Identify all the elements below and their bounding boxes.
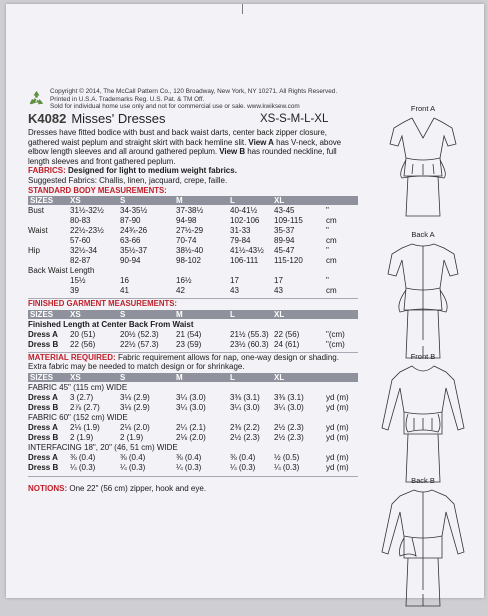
front-b-illustration [368, 352, 478, 492]
table-cell: 41½-43½ [230, 246, 264, 256]
table-subheading: FABRIC 60" (152 cm) WIDE [28, 412, 128, 422]
table-cell: 3 (2.7) [70, 392, 94, 402]
table-cell: 2¼ (2.1) [176, 422, 206, 432]
fold-tick-mark [242, 4, 243, 14]
size-column-header: XL [274, 196, 285, 206]
finished-measurements-title: FINISHED GARMENT MEASUREMENTS: [28, 299, 178, 309]
table-cell: 21 (54) [176, 329, 202, 339]
table-cell: 2⅛ (2.0) [120, 422, 150, 432]
size-column-header: XL [274, 372, 285, 382]
table-cell: 106-111 [230, 256, 259, 266]
table-cell: ⅜ (0.4) [176, 452, 202, 462]
back-b-illustration [368, 476, 478, 616]
size-column-header: L [230, 196, 235, 206]
table-cell: 2½ (2.3) [274, 422, 304, 432]
table-row [28, 463, 358, 473]
table-cell: 79-84 [230, 236, 251, 246]
pattern-envelope-back [6, 4, 484, 598]
table-row [28, 206, 358, 216]
table-cell: 23½ (60.3) [230, 339, 269, 349]
copyright-line: Copyright © 2014, The McCall Pattern Co., 120 Broadway, New York, NY 10271. All Rights Reserved. [50, 88, 338, 95]
table-cell: 87-90 [120, 216, 141, 226]
row-label: Hip [28, 246, 41, 256]
material-required-label: MATERIAL REQUIRED: [28, 352, 116, 362]
table-cell: 57-60 [70, 236, 91, 246]
finished-measurements-table [28, 310, 358, 350]
material-required-table [28, 373, 358, 473]
unit-cell: cm [326, 256, 337, 266]
suggested-fabrics: Suggested Fabrics: Challis, linen, jacquard, crepe, faille. [28, 175, 228, 185]
back-b-dress-drawing [368, 486, 478, 616]
table-cell: 98-102 [176, 256, 201, 266]
table-cell: 2 (1.9) [120, 432, 144, 442]
notions-line [28, 484, 358, 494]
pattern-title [28, 112, 358, 126]
table-subheading: Back Waist Length [28, 266, 95, 276]
unit-cell: "(cm) [326, 329, 345, 339]
table-cell: 16½ [176, 276, 192, 286]
view-label: Back A [411, 230, 435, 239]
material-required-line [28, 353, 358, 363]
table-cell: 3¼ (3.0) [274, 402, 304, 412]
table-cell: 37-38½ [176, 206, 204, 216]
table-cell: 24 (61) [274, 339, 300, 349]
size-column-header: S [120, 372, 126, 382]
size-column-header: M [176, 372, 183, 382]
unit-cell: yd (m) [326, 422, 349, 432]
table-cell: ¼ (0.3) [70, 462, 96, 472]
unit-cell: yd (m) [326, 392, 349, 402]
unit-cell: cm [326, 216, 337, 226]
unit-cell: yd (m) [326, 402, 349, 412]
table-cell: 2⅜ (2.2) [230, 422, 260, 432]
front-a-dress-drawing [368, 114, 478, 224]
row-label: Dress B [28, 432, 59, 442]
table-row [28, 433, 358, 443]
recycle-icon [28, 90, 45, 107]
unit-cell: cm [326, 286, 337, 296]
table-cell: 23 (59) [176, 339, 202, 349]
table-row [28, 286, 358, 296]
description-text: has rounded neckline, full length sleeves and front gathered peplum. [28, 147, 337, 166]
table-cell: 22½ (57.3) [120, 339, 159, 349]
size-column-header: XS [70, 196, 81, 206]
table-subheading: FABRIC 45" (115 cm) WIDE [28, 382, 128, 392]
copyright-line: Sold for individual home use only and not for commercial use or sale. www.kwiksew.com [50, 103, 300, 111]
sizes-header-label: SIZES [30, 309, 54, 319]
table-row [28, 340, 358, 350]
view-name: View B [219, 147, 246, 157]
size-column-header: L [230, 372, 235, 382]
table-cell: ⅜ (0.4) [230, 452, 256, 462]
table-cell: 32½-34 [70, 246, 98, 256]
row-label: Dress A [28, 329, 58, 339]
view-name: View A [248, 137, 274, 147]
table-cell: 2⅞ (2.7) [70, 402, 100, 412]
table-cell: 80-83 [70, 216, 91, 226]
copyright-lines [50, 88, 337, 111]
table-cell: 24¾-26 [120, 226, 148, 236]
table-cell: ¼ (0.3) [230, 462, 256, 472]
size-column-header: M [176, 196, 183, 206]
row-label: Dress B [28, 462, 59, 472]
body-measurements-table [28, 196, 358, 296]
table-cell: 94-98 [176, 216, 197, 226]
size-column-header: S [120, 309, 126, 319]
table-cell: 31-33 [230, 226, 251, 236]
pattern-info [28, 112, 358, 494]
table-row [28, 246, 358, 256]
table-cell: 45-47 [274, 246, 295, 256]
unit-cell: yd (m) [326, 432, 349, 442]
row-label: Dress A [28, 392, 58, 402]
table-cell: 109-115 [274, 216, 303, 226]
row-label: Dress B [28, 402, 59, 412]
sizes-header-bar [28, 310, 358, 319]
table-cell: 2½ (2.3) [230, 432, 260, 442]
table-cell: 2⅛ (1.9) [70, 422, 100, 432]
table-cell: 15½ [70, 276, 86, 286]
row-label: Dress A [28, 452, 58, 462]
table-row [28, 330, 358, 340]
sizes-header-bar [28, 373, 358, 382]
table-subheading: Finished Length at Center Back From Waist [28, 319, 194, 329]
front-b-dress-drawing [368, 362, 478, 492]
unit-cell: cm [326, 236, 337, 246]
unit-cell: yd (m) [326, 462, 349, 472]
table-cell: 90-94 [120, 256, 141, 266]
table-row [28, 226, 358, 236]
view-label: Front B [410, 352, 436, 361]
table-cell: ⅜ (0.4) [120, 452, 146, 462]
table-cell: 17 [274, 276, 283, 286]
table-cell: 39 [70, 286, 79, 296]
table-row [28, 423, 358, 433]
table-cell: 38½-40 [176, 246, 204, 256]
material-extra-note: Extra fabric may be needed to match design or for shrinkage. [28, 362, 245, 372]
table-cell: 89-94 [274, 236, 295, 246]
table-cell: 115-120 [274, 256, 303, 266]
table-cell: 3⅜ (3.1) [274, 392, 304, 402]
size-column-header: XS [70, 372, 81, 382]
table-cell: 35½-37 [120, 246, 148, 256]
back-a-illustration [368, 230, 478, 370]
copyright-line: Printed in U.S.A. Trademarks Reg. U.S. Pat. & TM Off. [50, 95, 205, 103]
table-cell: 2⅛ (2.0) [176, 432, 206, 442]
size-column-header: S [120, 196, 126, 206]
table-cell: 40-41½ [230, 206, 258, 216]
table-cell: 43-45 [274, 206, 295, 216]
table-cell: 102-106 [230, 216, 260, 226]
unit-cell: " [326, 246, 329, 256]
view-label: Front A [410, 104, 436, 113]
row-label: Waist [28, 226, 48, 236]
unit-cell: "(cm) [326, 339, 345, 349]
table-row [28, 256, 358, 266]
notions-text: One 22" (56 cm) zipper, hook and eye. [69, 483, 207, 493]
table-cell: 27½-29 [176, 226, 204, 236]
size-column-header: L [230, 309, 235, 319]
table-cell: ¼ (0.3) [274, 462, 300, 472]
table-cell: 20½ (52.3) [120, 329, 159, 339]
table-cell: 3⅜ (3.1) [230, 392, 260, 402]
sizes-header-label: SIZES [30, 372, 54, 382]
table-cell: ⅜ (0.4) [70, 452, 96, 462]
pattern-description [28, 128, 358, 166]
back-a-dress-drawing [368, 240, 478, 370]
table-cell: 16 [120, 276, 129, 286]
size-column-header: M [176, 309, 183, 319]
table-cell: 70-74 [176, 236, 197, 246]
notions-label: NOTIONS: [28, 483, 68, 493]
table-row [28, 236, 358, 246]
sizes-header-bar [28, 196, 358, 205]
table-cell: ¼ (0.3) [120, 462, 146, 472]
table-cell: 3¼ (3.0) [176, 402, 206, 412]
table-cell: 34-35½ [120, 206, 148, 216]
row-label: Dress B [28, 339, 59, 349]
fabrics-label: FABRICS: [28, 166, 66, 176]
table-row [28, 216, 358, 226]
table-cell: 31½-32½ [70, 206, 104, 216]
table-cell: 3¼ (3.0) [176, 392, 206, 402]
front-a-illustration [368, 104, 478, 224]
table-cell: 21½ (55.3) [230, 329, 269, 339]
table-cell: 82-87 [70, 256, 91, 266]
size-column-header: XL [274, 309, 285, 319]
row-label: Dress A [28, 422, 58, 432]
description-text: Dresses have fitted bodice with bust and back waist darts, center back zipper closure, gathered waist peplum and straight skirt with back hemline slit. [28, 128, 327, 147]
table-cell: 2½ (2.3) [274, 432, 304, 442]
table-cell: ½ (0.5) [274, 452, 300, 462]
divider [28, 476, 358, 477]
table-cell: 43 [230, 286, 239, 296]
view-label: Back B [411, 476, 435, 485]
table-row [28, 276, 358, 286]
table-row [28, 403, 358, 413]
table-row [28, 453, 358, 463]
pattern-code: K4082 [28, 111, 67, 126]
description-text: has V-neck, above elbow length sleeves and all around gathered peplum. [28, 137, 342, 157]
table-cell: 42 [176, 286, 185, 296]
pattern-name: Misses' Dresses [71, 111, 166, 126]
table-cell: 63-66 [120, 236, 141, 246]
table-cell: 2 (1.9) [70, 432, 94, 442]
unit-cell: " [326, 276, 329, 286]
pattern-size-range: XS-S-M-L-XL [260, 113, 329, 125]
body-measurements-title: STANDARD BODY MEASUREMENTS: [28, 185, 167, 195]
table-cell: 17 [230, 276, 239, 286]
table-cell: 3¼ (3.0) [230, 402, 260, 412]
unit-cell: yd (m) [326, 452, 349, 462]
table-cell: 22½-23½ [70, 226, 104, 236]
table-subheading: INTERFACING 18", 20" (46, 51 cm) WIDE [28, 442, 178, 452]
unit-cell: " [326, 226, 329, 236]
size-column-header: XS [70, 309, 81, 319]
table-cell: 41 [120, 286, 129, 296]
table-cell: 3⅛ (2.9) [120, 392, 150, 402]
unit-cell: " [326, 206, 329, 216]
sizes-header-label: SIZES [30, 196, 54, 206]
table-cell: ¼ (0.3) [176, 462, 202, 472]
fabrics-line [28, 166, 358, 176]
table-cell: 22 (56) [70, 339, 96, 349]
material-required-text: Fabric requirement allows for nap, one-way design or shading. [117, 352, 339, 362]
table-cell: 3⅛ (2.9) [120, 402, 150, 412]
table-cell: 43 [274, 286, 283, 296]
table-cell: 35-37 [274, 226, 295, 236]
table-row [28, 393, 358, 403]
table-cell: 22 (56) [274, 329, 300, 339]
table-cell: 20 (51) [70, 329, 96, 339]
fabrics-text: Designed for light to medium weight fabrics. [68, 166, 237, 176]
row-label: Bust [28, 206, 45, 216]
